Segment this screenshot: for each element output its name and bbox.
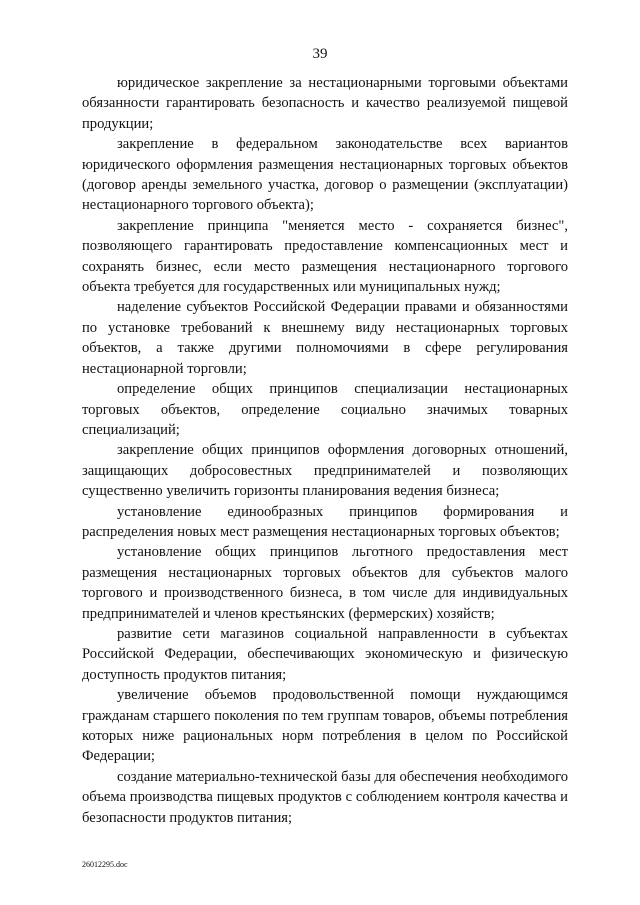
document-filename: 26012295.doc (82, 860, 128, 869)
paragraph: закрепление общих принципов оформления договорных отношений, защищающих добросовестных предпринимателей и позволяющих существенно увеличить горизонты планирования ведения бизнеса; (82, 442, 568, 500)
paragraph: определение общих принципов специализации нестационарных торговых объектов, определение социально значимых товарных специализаций; (82, 381, 568, 438)
paragraph: закрепление в федеральном законодательстве всех вариантов юридического оформления размещения нестационарных торговых объектов (договор аренды земельного участка, договор о размещении (эксплуатации) нестационарного торгового объекта); (82, 136, 568, 214)
page-number: 39 (312, 46, 328, 62)
paragraph: наделение субъектов Российской Федерации правами и обязанностями по установке требований к внешнему виду нестационарных торговых объектов, а также другими полномочиями в сфере регулирования нестационарной торговли; (82, 299, 568, 377)
paragraph: установление единообразных принципов формирования и распределения новых мест размещения нестационарных торговых объектов; (82, 503, 568, 540)
paragraph: увеличение объемов продовольственной помощи нуждающимся гражданам старшего поколения по тем группам товаров, объемы потребления которых ниже рациональных норм потребления в целом по Российской Федерации; (82, 687, 568, 765)
paragraph: развитие сети магазинов социальной направленности в субъектах Российской Федерации, обеспечивающих экономическую и физическую доступность продуктов питания; (82, 625, 568, 683)
paragraph: закрепление принципа "меняется место - сохраняется бизнес", позволяющего гарантировать предоставление компенсационных мест и сохранять бизнес, если место размещения нестационарного торгового объекта требуется для государственных или муниципальных нужд; (82, 217, 568, 296)
paragraph: юридическое закрепление за нестационарными торговыми объектами обязанности гарантировать безопасность и качество реализуемой пищевой продукции; (82, 75, 568, 132)
document-body (82, 73, 568, 828)
paragraph: создание материально-технической базы для обеспечения необходимого объема производства пищевых продуктов с соблюдением контроля качества и безопасности продуктов питания; (82, 768, 568, 826)
paragraph: установление общих принципов льготного предоставления мест размещения нестационарных торговых объектов для субъектов малого торгового и производственного бизнеса, в том числе для индивидуальных предпринимателей и членов крестьянских (фермерских) хозяйств; (82, 544, 568, 622)
